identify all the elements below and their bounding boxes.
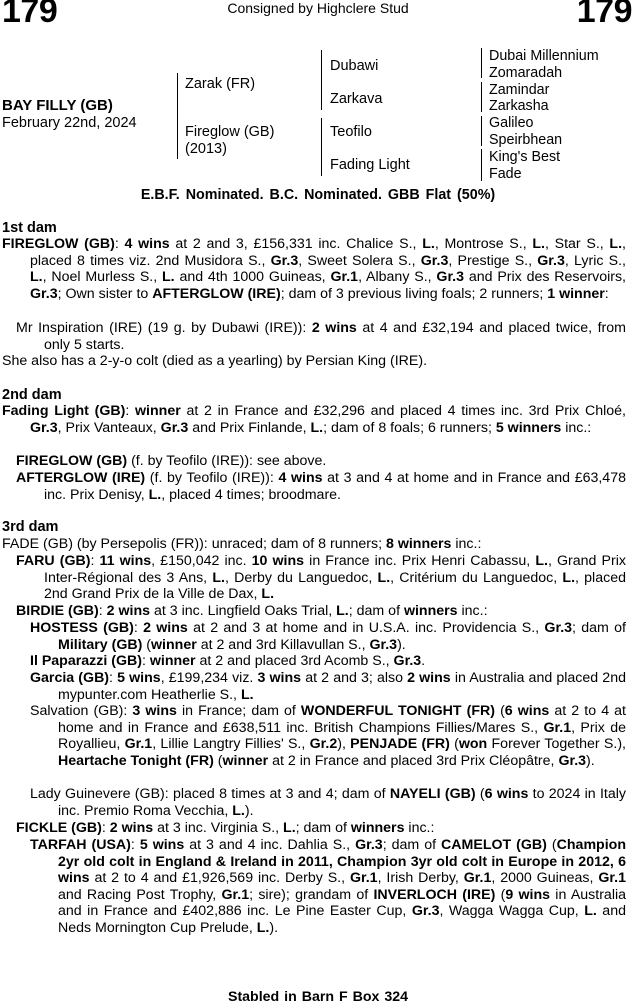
third-dam-foal-faru: FARU (GB): 11 wins, £150,042 inc. 10 wins in France inc. Prix Henri Cabassu, L., Grand Prix Inter-Régional des 3 Ans, L., Derby du Languedoc, L., Critérium du Languedoc, L., placed 2nd Grand Prix de la Ville de Dax, L. [16, 553, 626, 603]
horse-name: BAY FILLY (GB) [2, 97, 113, 114]
bracket-gd-4 [481, 149, 482, 181]
dam-name: Fireglow (GB) [185, 124, 275, 140]
lot-number-left: 179 [2, 0, 58, 30]
bracket-gd-1 [481, 48, 482, 78]
first-dam-text: FIREGLOW (GB): 4 wins at 2 and 3, £156,331 inc. Chalice S., L., Montrose S., L., Star S., L., placed 8 times viz. 2nd Musidora S., Gr.3, Sweet Solera S., Gr.3, Prestige S., Gr.3, Lyric S., L., Noel Murless S., L. and 4th 1000 Guineas, Gr.1, Albany S., Gr.3 and Prix des Reservoirs, Gr.3; Own sister to AFTERGLOW (IRE); dam of 3 previous living foals; 2 runners; 1 winner: [2, 236, 626, 302]
birdie-foal-guinevere: Lady Guinevere (GB): placed 8 times at 3 and 4; dam of NAYELI (GB) (6 wins to 2024 in Italy inc. Premio Roma Vecchia, L.). [30, 786, 626, 819]
bracket-gd-3 [481, 116, 482, 146]
third-dam-foal-birdie: BIRDIE (GB): 2 wins at 3 inc. Lingfield Oaks Trial, L.; dam of winners inc.: [16, 603, 488, 619]
third-dam-heading: 3rd dam [2, 519, 59, 535]
great-grandparent: Zarkasha [489, 98, 549, 115]
sire-dam: Zarkava [330, 91, 383, 107]
dam-dam: Fading Light [330, 157, 410, 173]
first-dam-foal: Mr Inspiration (IRE) (19 g. by Dubawi (IRE)): 2 wins at 4 and £32,194 and placed twice, from only 5 starts. [16, 320, 626, 353]
first-dam-note: She also has a 2-y-o colt (died as a yearling) by Persian King (IRE). [2, 353, 428, 369]
third-dam-text: FADE (GB) (by Persepolis (FR)): unraced; dam of 8 runners; 8 winners inc.: [2, 536, 482, 552]
fickle-foal-tarfah: TARFAH (USA): 5 wins at 3 and 4 inc. Dahlia S., Gr.3; dam of CAMELOT (GB) (Champion 2yr old colt in England & Ireland in 2011, Champion 3yr old colt in Europe in 2012, 6 wins at 2 to 4 and £1,926,569 inc. Derby S., Gr.1, Irish Derby, Gr.1, 2000 Guineas, Gr.1 and Racing Post Trophy, Gr.1; sire); grandam of INVERLOCH (IRE) (9 wins in Australia and in France and £402,886 inc. Le Pine Easter Cup, Gr.3, Wagga Wagga Cup, L. and Neds Mornington Cup Prelude, L.). [30, 837, 627, 936]
great-grandparent: Zomaradah [489, 64, 563, 81]
second-dam-text: Fading Light (GB): winner at 2 in France and £32,296 and placed 4 times inc. 3rd Prix Chloé, Gr.3, Prix Vanteaux, Gr.3 and Prix Finlande, L.; dam of 8 foals; 6 runners; 5 winners inc.: [2, 403, 627, 436]
birdie-foal-paparazzi: Il Paparazzi (GB): winner at 2 and placed 3rd Acomb S., Gr.3. [30, 653, 426, 669]
consignor-text: Consigned by Highclere Stud [227, 0, 409, 16]
dam-sire: Teofilo [330, 124, 372, 140]
dam-year: (2013) [185, 141, 227, 157]
birdie-foal-hostess: HOSTESS (GB): 2 wins at 2 and 3 at home and in U.S.A. inc. Providencia S., Gr.3; dam of Military (GB) (winner at 2 and 3rd Killavullan S., Gr.3). [30, 620, 626, 653]
second-dam-heading: 2nd dam [2, 387, 62, 403]
great-grandparent: Dubai Millennium [489, 48, 599, 64]
great-grandparent: Speirbhean [489, 132, 563, 148]
first-dam-heading: 1st dam [2, 220, 57, 236]
bracket-dam-parents [321, 118, 322, 176]
birdie-foal-salvation: Salvation (GB): 3 wins in France; dam of WONDERFUL TONIGHT (FR) (6 wins at 2 to 4 at home and in France and £638,511 inc. British Champions Fillies/Mares S., Gr.1, Prix de Royallieu, Gr.1, Lillie Langtry Fillies' S., Gr.2), PENJADE (FR) (won Forever Together S.), Heartache Tonight (FR) (winner at 2 in France and placed 3rd Prix Cléopâtre, Gr.3). [30, 703, 626, 769]
birdie-foal-garcia: Garcia (GB): 5 wins, £199,234 viz. 3 wins at 2 and 3; also 2 wins in Australia and placed 2nd mypunter.com Heatherlie S., L. [30, 670, 626, 703]
great-grandparent: King's Best [489, 148, 561, 165]
great-grandparent: Fade [489, 165, 522, 182]
third-dam-foal-fickle: FICKLE (GB): 2 wins at 3 inc. Virginia S., L.; dam of winners inc.: [16, 820, 435, 836]
sire-name: Zarak (FR) [185, 76, 256, 92]
second-dam-foal-afterglow: AFTERGLOW (IRE) (f. by Teofilo (IRE)): 4 wins at 3 and 4 at home and in France and £63,478 inc. Prix Denisy, L., placed 4 times; broodmare. [16, 470, 626, 503]
nominations-line: E.B.F. Nominated. B.C. Nominated. GBB Flat (50%) [140, 187, 496, 203]
bracket-gd-2 [481, 82, 482, 112]
pedigree-table [0, 48, 636, 186]
bracket-sire-dam [177, 73, 178, 159]
great-grandparent: Zamindar [489, 81, 550, 98]
great-grandparent: Galileo [489, 115, 534, 132]
second-dam-foal-fireglow: FIREGLOW (GB) (f. by Teofilo (IRE)): see above. [16, 453, 327, 469]
horse-dob: February 22nd, 2024 [2, 115, 137, 131]
sire-sire: Dubawi [330, 58, 379, 74]
stabling-footer: Stabled in Barn F Box 324 [227, 989, 409, 1005]
bracket-sire-parents [321, 50, 322, 110]
lot-number-right: 179 [576, 0, 632, 30]
